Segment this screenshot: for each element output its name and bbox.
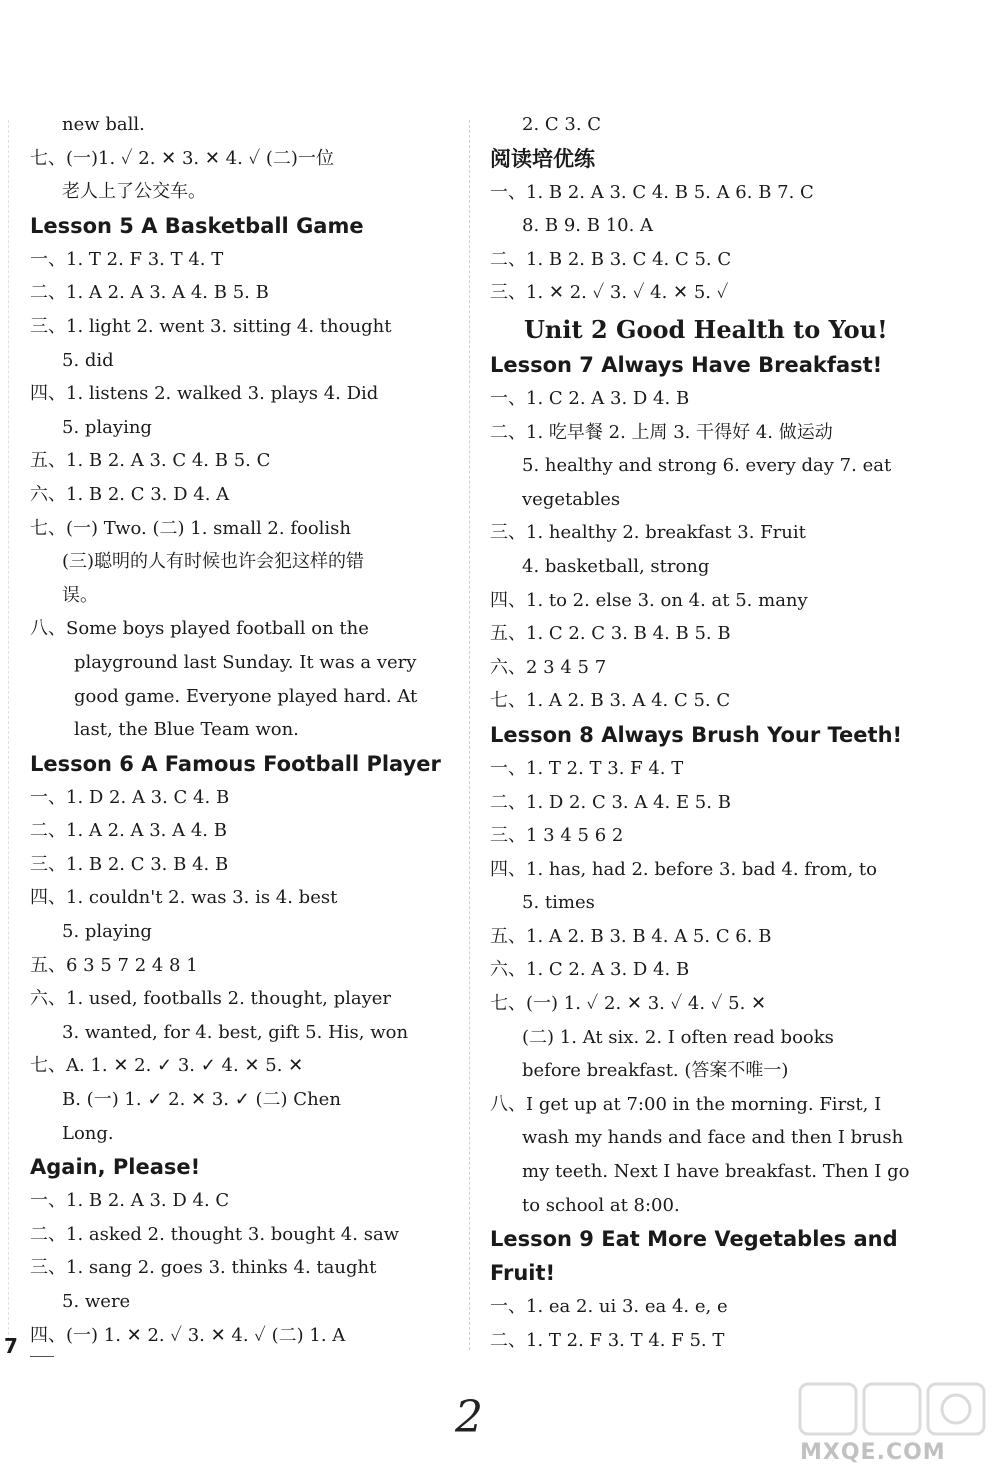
answer-line: 四、1. couldn't 2. was 3. is 4. best (30, 887, 338, 909)
answer-line: 二、1. T 2. F 3. T 4. F 5. T (490, 1329, 725, 1351)
answer-line-continued: wash my hands and face and then I brush (522, 1127, 904, 1149)
answer-line-continued: 5. playing (62, 416, 152, 438)
answer-line-continued: 误。 (62, 584, 98, 606)
answer-line: 一、1. B 2. A 3. D 4. C (30, 1190, 230, 1212)
section-heading: Lesson 5 A Basketball Game (30, 213, 364, 238)
section-heading: Unit 2 Good Health to You! (524, 314, 888, 344)
answer-line: 五、1. A 2. B 3. B 4. A 5. C 6. B (490, 925, 772, 947)
answer-line: 三、1. light 2. went 3. sitting 4. thought (30, 315, 392, 337)
watermark-text: MXQE.COM (800, 1440, 946, 1465)
answer-line-continued: 2. C 3. C (522, 114, 602, 135)
answer-line: 七、(一) 1. ✓ 2. ✕ 3. ✓ 4. ✓ 5. ✕ (490, 993, 767, 1015)
answer-line: 三、1. sang 2. goes 3. thinks 4. taught (30, 1257, 377, 1279)
section-heading: 阅读培优练 (490, 146, 595, 171)
answer-line: 二、1. A 2. A 3. A 4. B (30, 820, 227, 842)
page-number-dash (30, 1356, 54, 1357)
right-answer-column (490, 108, 910, 1357)
answer-line: 一、1. D 2. A 3. C 4. B (30, 786, 230, 808)
answer-line: 二、1. B 2. B 3. C 4. C 5. C (490, 248, 732, 270)
answer-line-continued: 5. times (522, 892, 595, 914)
answer-line: 八、Some boys played football on the (30, 618, 369, 640)
answer-line: 五、1. C 2. C 3. B 4. B 5. B (490, 623, 731, 645)
answer-line: 五、6 3 5 7 2 4 8 1 (30, 954, 198, 976)
answer-line-continued: 5. were (62, 1291, 131, 1312)
answer-line: 四、1. listens 2. walked 3. plays 4. Did (30, 383, 379, 405)
answer-line: 五、1. B 2. A 3. C 4. B 5. C (30, 450, 271, 472)
page-number: 7 (4, 1334, 18, 1358)
section-heading: Lesson 8 Always Brush Your Teeth! (490, 722, 903, 747)
answer-line-continued: last, the Blue Team won. (74, 719, 299, 741)
answer-line: 一、1. ea 2. ui 3. ea 4. e, e (490, 1296, 728, 1318)
answer-line: 一、1. T 2. T 3. F 4. T (490, 757, 684, 779)
answer-line-continued: 5. playing (62, 921, 152, 943)
answer-line: 二、1. asked 2. thought 3. bought 4. saw (30, 1223, 400, 1245)
answer-line: 三、1. ✕ 2. ✓ 3. ✓ 4. ✕ 5. ✓ (490, 282, 729, 304)
answer-line: 七、A. 1. ✕ 2. ✓ 3. ✓ 4. ✕ 5. ✕ (30, 1055, 304, 1077)
answer-line-continued: 4. basketball, strong (522, 555, 710, 577)
answer-line: 六、1. C 2. A 3. D 4. B (490, 959, 690, 981)
answer-line-continued: Long. (62, 1122, 114, 1144)
section-heading: Again, Please! (30, 1155, 201, 1180)
answer-line-continued: 3. wanted, for 4. best, gift 5. His, won (62, 1021, 409, 1043)
answer-line: 一、1. T 2. F 3. T 4. T (30, 248, 224, 270)
column-divider (469, 120, 470, 1350)
answer-line-continued: (二) 1. At six. 2. I often read books (522, 1026, 834, 1048)
answer-line: 七、1. A 2. B 3. A 4. C 5. C (490, 690, 731, 712)
section-heading: Lesson 7 Always Have Breakfast! (490, 352, 883, 377)
answer-line: 七、(一)1. ✓ 2. ✕ 3. ✕ 4. ✓ (二)一位 (30, 147, 334, 169)
answer-line-continued: new ball. (62, 114, 145, 135)
handwritten-mark: 2 (455, 1392, 483, 1443)
left-answer-column (30, 108, 450, 1352)
answer-line: 八、I get up at 7:00 in the morning. First, I (490, 1093, 882, 1115)
section-heading: Fruit! (490, 1261, 556, 1286)
answer-line-continued: B. (一) 1. ✓ 2. ✕ 3. ✓ (二) Chen (62, 1089, 341, 1111)
answer-line: 三、1. healthy 2. breakfast 3. Fruit (490, 522, 806, 544)
answer-line-continued: 8. B 9. B 10. A (522, 215, 654, 237)
answer-line: 六、2 3 4 5 7 (490, 656, 607, 678)
answer-line: 四、1. has, had 2. before 3. bad 4. from, to (490, 858, 877, 880)
answer-line-continued: 5. did (62, 349, 114, 371)
answer-line: 三、1 3 4 5 6 2 (490, 825, 624, 847)
answer-line: 四、(一) 1. ✕ 2. ✓ 3. ✕ 4. ✓ (二) 1. A (30, 1324, 346, 1346)
answer-line-continued: playground last Sunday. It was a very (74, 651, 417, 673)
answer-line-continued: before breakfast. (答案不唯一) (522, 1060, 789, 1082)
answer-line: 一、1. B 2. A 3. C 4. B 5. A 6. B 7. C (490, 181, 814, 203)
answer-line: 二、1. 吃早餐 2. 上周 3. 干得好 4. 做运动 (490, 421, 833, 443)
answer-line: 二、1. D 2. C 3. A 4. E 5. B (490, 791, 731, 813)
answer-line: 六、1. used, footballs 2. thought, player (30, 988, 392, 1010)
answer-line: 六、1. B 2. C 3. D 4. A (30, 483, 230, 505)
answer-line: 三、1. B 2. C 3. B 4. B (30, 853, 229, 875)
answer-line: 四、1. to 2. else 3. on 4. at 5. many (490, 589, 808, 611)
section-heading: Lesson 6 A Famous Football Player (30, 751, 441, 776)
answer-line-continued: good game. Everyone played hard. At (74, 685, 418, 707)
answer-line: 一、1. C 2. A 3. D 4. B (490, 387, 690, 409)
answer-line: 二、1. A 2. A 3. A 4. B 5. B (30, 282, 269, 304)
answer-line-continued: to school at 8:00. (522, 1194, 680, 1216)
answer-line-continued: (三)聪明的人有时候也许会犯这样的错 (62, 551, 365, 573)
answer-line-continued: vegetables (522, 488, 621, 510)
answer-line-continued: my teeth. Next I have breakfast. Then I go (522, 1161, 910, 1183)
answer-line: 七、(一) Two. (二) 1. small 2. foolish (30, 517, 352, 539)
section-heading: Lesson 9 Eat More Vegetables and (490, 1227, 898, 1252)
left-margin-guide (8, 120, 9, 1350)
answer-line-continued: 老人上了公交车。 (62, 181, 206, 203)
answer-line-continued: 5. healthy and strong 6. every day 7. eat (522, 455, 892, 477)
